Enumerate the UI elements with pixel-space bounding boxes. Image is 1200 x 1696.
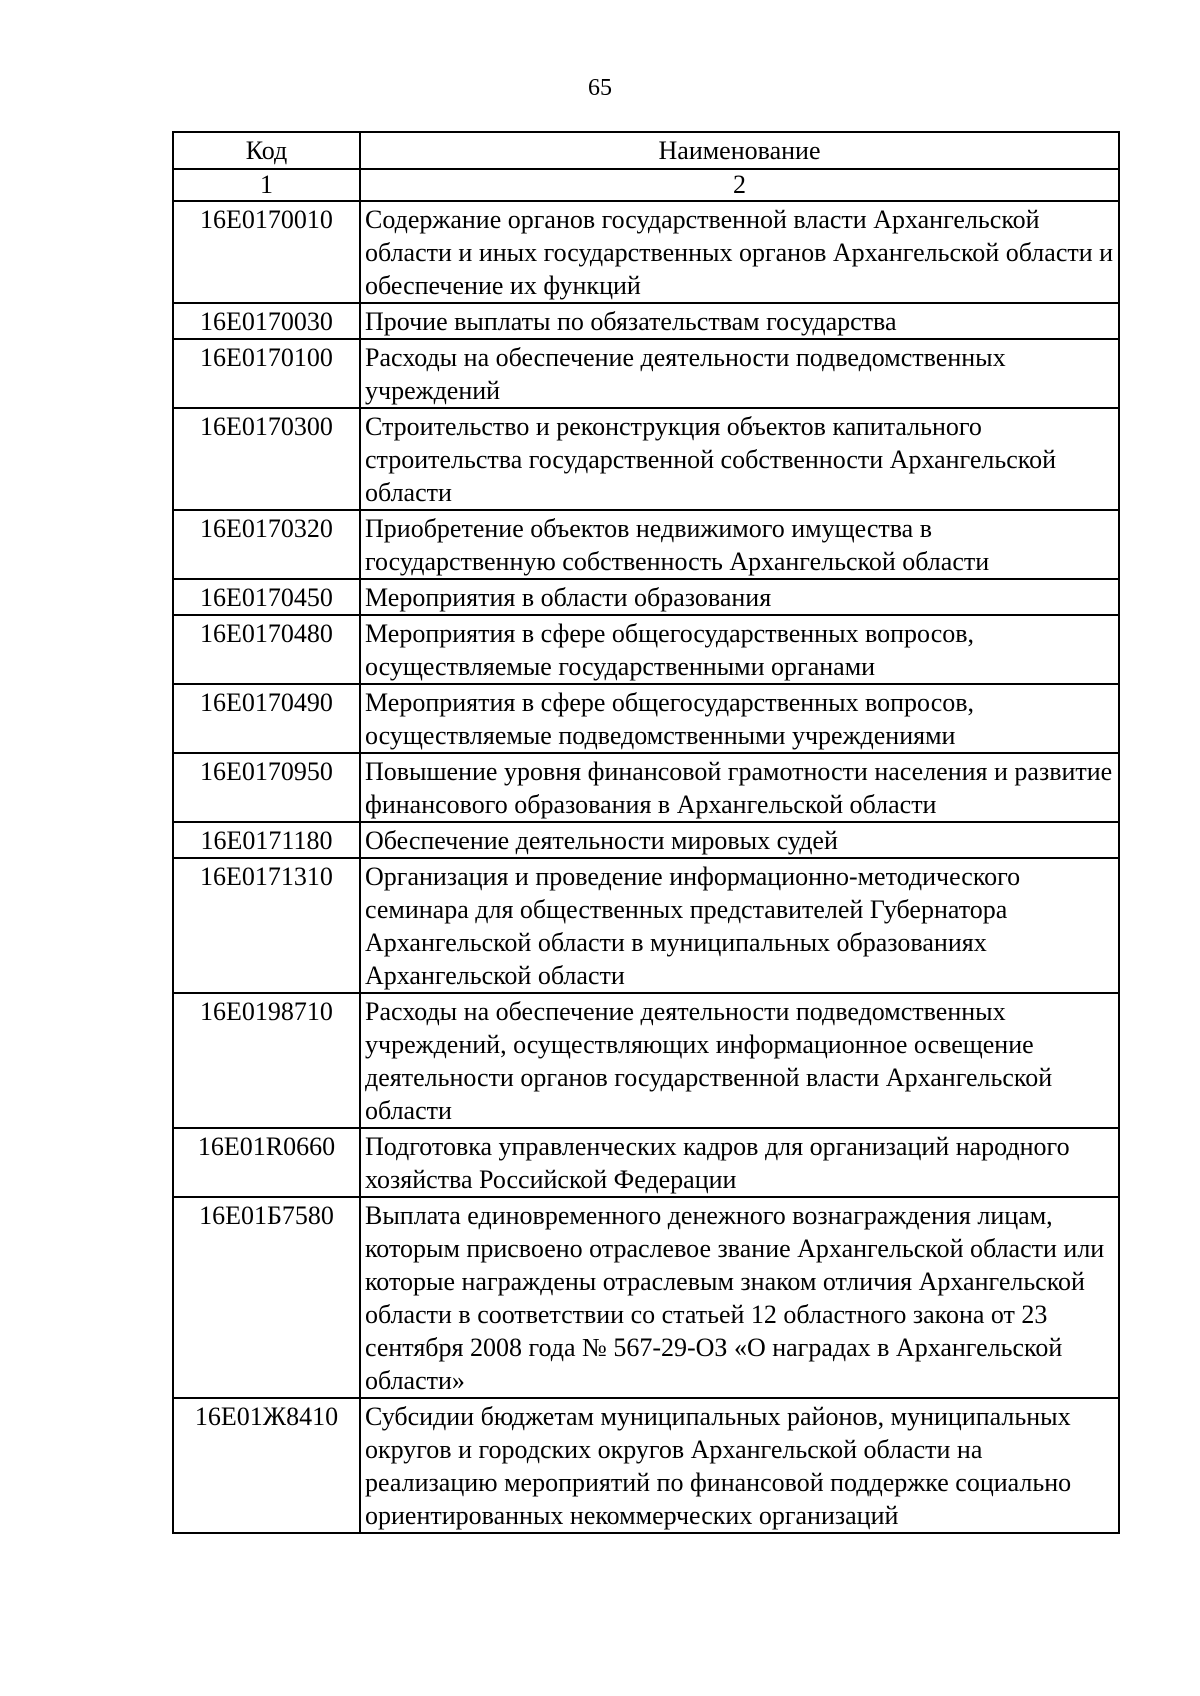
code-cell: 16Е0170320: [173, 510, 360, 579]
table-row: [173, 303, 1119, 339]
table-row: [173, 993, 1119, 1128]
column-number-row: [173, 169, 1119, 201]
name-cell: Прочие выплаты по обязательствам государства: [360, 303, 1119, 339]
code-cell: 16Е0170450: [173, 579, 360, 615]
name-cell: Выплата единовременного денежного вознаграждения лицам, которым присвоено отраслевое звание Архангельской области или которые награждены отраслевым знаком отличия Архангельской области в соответствии со статьей 12 областного закона от 23 сентября 2008 года № 567-29-ОЗ «О наградах в Архангельской области»: [360, 1197, 1119, 1398]
table-row: [173, 339, 1119, 408]
column-number-name: 2: [360, 169, 1119, 201]
table-row: [173, 201, 1119, 303]
name-cell: Строительство и реконструкция объектов капитального строительства государственной собственности Архангельской области: [360, 408, 1119, 510]
name-cell: Расходы на обеспечение деятельности подведомственных учреждений: [360, 339, 1119, 408]
code-cell: 16Е0171310: [173, 858, 360, 993]
table-row: [173, 858, 1119, 993]
table-row: [173, 753, 1119, 822]
table-row: [173, 579, 1119, 615]
name-cell: Подготовка управленческих кадров для организаций народного хозяйства Российской Федерации: [360, 1128, 1119, 1197]
header-name: Наименование: [360, 132, 1119, 169]
code-cell: 16Е0170030: [173, 303, 360, 339]
header-row: [173, 132, 1119, 169]
name-cell: Обеспечение деятельности мировых судей: [360, 822, 1119, 858]
table-row: [173, 822, 1119, 858]
table-row: [173, 1128, 1119, 1197]
table-row: [173, 510, 1119, 579]
name-cell: Мероприятия в сфере общегосударственных вопросов, осуществляемые подведомственными учреждениями: [360, 684, 1119, 753]
name-cell: Расходы на обеспечение деятельности подведомственных учреждений, осуществляющих информационное освещение деятельности органов государственной власти Архангельской области: [360, 993, 1119, 1128]
code-cell: 16Е01Ж8410: [173, 1398, 360, 1533]
name-cell: Приобретение объектов недвижимого имущества в государственную собственность Архангельской области: [360, 510, 1119, 579]
code-cell: 16Е0170480: [173, 615, 360, 684]
table-row: [173, 1398, 1119, 1533]
code-cell: 16Е01Б7580: [173, 1197, 360, 1398]
code-cell: 16Е0198710: [173, 993, 360, 1128]
table-row: [173, 615, 1119, 684]
budget-codes-table: [172, 131, 1120, 1534]
name-cell: Повышение уровня финансовой грамотности населения и развитие финансового образования в Архангельской области: [360, 753, 1119, 822]
name-cell: Мероприятия в сфере общегосударственных вопросов, осуществляемые государственными органами: [360, 615, 1119, 684]
table-row: [173, 1197, 1119, 1398]
table-row: [173, 408, 1119, 510]
name-cell: Организация и проведение информационно-методического семинара для общественных представителей Губернатора Архангельской области в муниципальных образованиях Архангельской области: [360, 858, 1119, 993]
code-cell: 16Е0171180: [173, 822, 360, 858]
header-code: Код: [173, 132, 360, 169]
name-cell: Содержание органов государственной власти Архангельской области и иных государственных органов Архангельской области и обеспечение их функций: [360, 201, 1119, 303]
code-cell: 16Е0170300: [173, 408, 360, 510]
code-cell: 16Е0170010: [173, 201, 360, 303]
page-number: 65: [588, 75, 612, 101]
code-cell: 16Е0170490: [173, 684, 360, 753]
table-row: [173, 684, 1119, 753]
code-cell: 16Е0170950: [173, 753, 360, 822]
code-cell: 16Е0170100: [173, 339, 360, 408]
name-cell: Мероприятия в области образования: [360, 579, 1119, 615]
column-number-code: 1: [173, 169, 360, 201]
name-cell: Субсидии бюджетам муниципальных районов, муниципальных округов и городских округов Архангельской области на реализацию мероприятий по финансовой поддержке социально ориентированных некоммерческих организаций: [360, 1398, 1119, 1533]
code-cell: 16Е01R0660: [173, 1128, 360, 1197]
